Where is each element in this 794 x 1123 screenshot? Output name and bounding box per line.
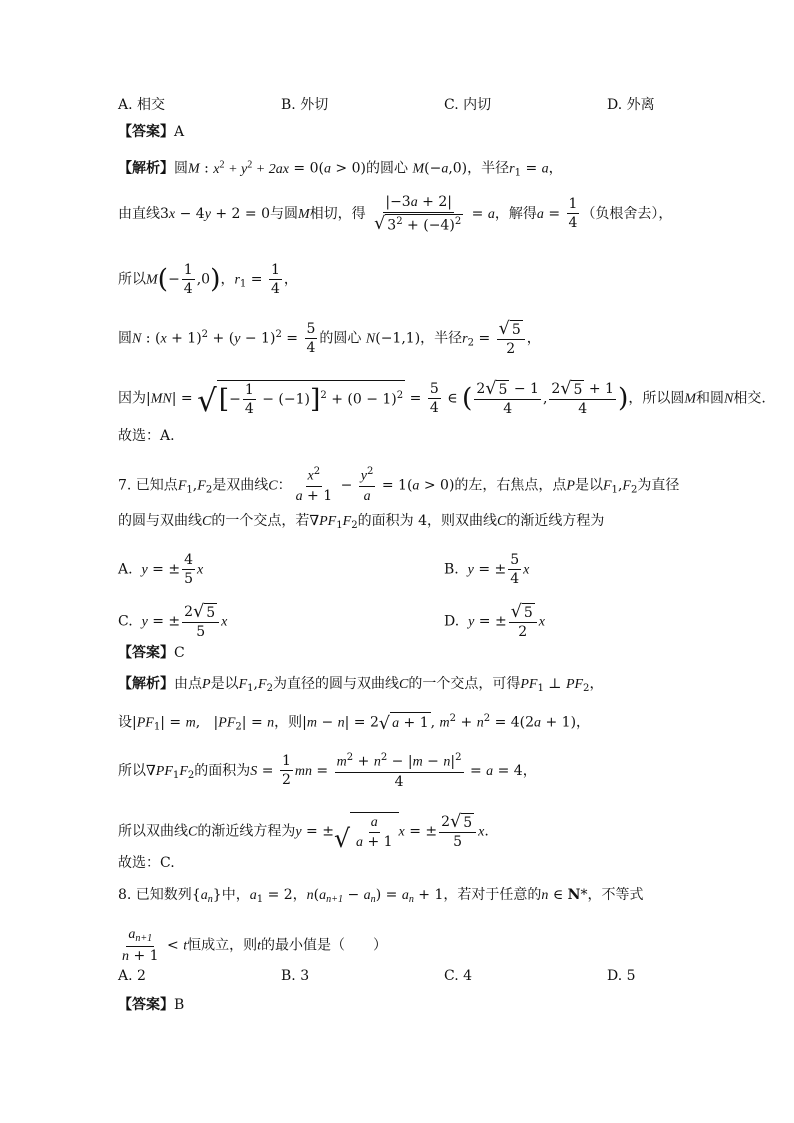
analysis-label: 【解析】 bbox=[118, 160, 174, 177]
text: 是以 bbox=[574, 477, 603, 494]
answer-label: 【答案】 bbox=[118, 997, 174, 1013]
text: （负根舍去）， bbox=[581, 205, 673, 222]
text: 为直径的圆与双曲线 bbox=[272, 676, 399, 692]
q6-analysis-line-4: 圆N : $(x + 1)^2 + (y - 1)^2$ = $\frac{5}{4}$ 的圆心 N(−1,1)，半径$r_2$ = √ 5 2 ， bbox=[118, 318, 541, 358]
q7-analysis-line-3: 所以$\nabla PF_1F_2$的面积为S = $\frac{1}{2}$ mn = $\frac{m^2 + n^2 - |m - n|^2}{4}$ = a = 4， bbox=[118, 752, 537, 790]
text: 恒成立，则 bbox=[187, 937, 258, 954]
text: ， bbox=[522, 762, 537, 779]
text: 是双曲线 bbox=[212, 477, 269, 494]
text: ， bbox=[576, 714, 591, 731]
text: 相交. bbox=[733, 390, 766, 407]
text: . bbox=[484, 823, 489, 840]
q6-option-c: C. 内切 bbox=[444, 97, 492, 113]
q8-stem-line-1: 8. 已知数列$\{a_n\}$中，$a_1 = 2$，$n(a_{n+1} - a_n) = a_n + 1$，若对于任意的n ∈ N*，不等式 bbox=[118, 887, 644, 906]
q8-option-d: D. 5 bbox=[607, 968, 636, 984]
text: ， bbox=[548, 160, 563, 177]
q7-analysis-line-2: 设$|PF_1| = m$, $|PF_2| = n$，则|m − n| = 2 √ a + 1 , $m^2 + n^2 = 4(2a + 1)$， bbox=[118, 713, 591, 734]
q6-option-a: A. 相交 bbox=[118, 97, 166, 113]
text: 8. 已知数列 bbox=[118, 887, 192, 903]
q6-analysis-line-2: 由直线3x − 4y + 2 = 0与圆M相切，得 |−3a + 2| √ $3^2 + (-4)^2$ = a，解得a = $\frac{1}{4}$ （负根舍去）， bbox=[118, 194, 673, 235]
text: 所以 bbox=[118, 762, 146, 779]
q7-stem-line-1: 7. 已知点$F_1,F_2$是双曲线C： $\frac{x^2}{a + 1}$ − $\frac{y^2}{a}$ = 1(a > 0)的左，右焦点，点P是以$F_1,F_2$为直径 bbox=[118, 466, 680, 504]
text: 所以双曲线 bbox=[118, 823, 188, 840]
text: 设 bbox=[118, 714, 132, 731]
q7-stem-line-2: 的圆与双曲线C的一个交点，若$\nabla PF_1F_2$的面积为 4，则双曲线C的渐近线方程为 bbox=[118, 513, 605, 532]
text: 因为 bbox=[118, 390, 146, 407]
option-label: D. bbox=[444, 613, 460, 630]
text: 的面积为 4，则双曲线 bbox=[357, 513, 497, 529]
q6-answer bbox=[118, 123, 184, 141]
text: 相切，得 bbox=[309, 205, 366, 222]
text: 的圆与双曲线 bbox=[118, 513, 202, 529]
text: 圆 bbox=[174, 160, 188, 177]
text: 7. 已知点 bbox=[118, 477, 178, 494]
text: 是以 bbox=[210, 676, 239, 692]
q7-conclusion: 故选：C. bbox=[118, 855, 175, 871]
text: ，半径 bbox=[420, 330, 463, 347]
q8-answer-value: B bbox=[174, 997, 185, 1013]
q7-answer-value: C bbox=[174, 645, 185, 661]
fraction: |−3a + 2| √ $3^2 + (-4)^2$ bbox=[374, 194, 462, 235]
q6-option-d: D. 外离 bbox=[607, 97, 655, 113]
text: 圆 bbox=[118, 330, 132, 347]
analysis-label: 【解析】 bbox=[118, 676, 174, 692]
q7-analysis-line-1: 【解析】由点P是以$F_1,F_2$为直径的圆与双曲线C的一个交点，可得$PF_1$ ⊥ $PF_2$， bbox=[118, 676, 604, 695]
q6-analysis-line-3: 所以M(− $\frac{1}{4}$ ,0)，$r_1$ = $\frac{1}{4}$ ， bbox=[118, 262, 298, 298]
text: 的面积为 bbox=[194, 762, 251, 779]
text: 和圆 bbox=[696, 390, 725, 407]
q7-option-c: C. y = ± 2 √ 5 5 x bbox=[118, 601, 228, 641]
text: ，解得 bbox=[494, 205, 537, 222]
text: ， bbox=[220, 271, 235, 288]
q7-option-b: B. y = ± $\frac{5}{4}$ x bbox=[444, 552, 530, 588]
option-label: C. bbox=[118, 613, 133, 630]
option-label: A. bbox=[118, 561, 133, 578]
q6-analysis-line-5: 因为|MN| = √ [− $\frac{1}{4}$ − $(-1)]^2 + (0 - 1)^2$ = $\frac{5}{4}$ ∈ ( 2 √ 5 − 1 4 , 2 √ 5 + 1 4 )，所以圆M和圆N相交. bbox=[118, 378, 766, 420]
text: ，不等式 bbox=[587, 887, 644, 903]
q8-option-a: A. 2 bbox=[118, 968, 146, 984]
text: ， bbox=[292, 887, 307, 903]
text: 所以 bbox=[118, 271, 146, 288]
text: ，半径 bbox=[467, 160, 510, 177]
text: ， bbox=[589, 676, 604, 692]
q7-answer bbox=[118, 644, 185, 662]
text: 为直径 bbox=[637, 477, 680, 494]
q6-option-b: B. 外切 bbox=[281, 97, 329, 113]
text: ，若对于任意的 bbox=[443, 887, 542, 903]
text: 的渐近线方程为 bbox=[506, 513, 605, 529]
q6-analysis-line-1: 【解析】圆M : $x^2 + y^2 + 2ax = 0(a > 0)$的圆心 M(−a,0)，半径$r_1 = a$， bbox=[118, 159, 563, 179]
text: ，所以圆 bbox=[628, 390, 685, 407]
text: 的一个交点，可得 bbox=[408, 676, 521, 692]
text: ，则 bbox=[274, 714, 303, 731]
answer-label: 【答案】 bbox=[118, 124, 174, 140]
text: 与圆 bbox=[269, 205, 298, 222]
text: 由直线 bbox=[118, 205, 160, 222]
text: 的一个交点，若 bbox=[211, 513, 310, 529]
q8-option-b: B. 3 bbox=[281, 968, 310, 984]
text: ， bbox=[526, 330, 541, 347]
math: M bbox=[188, 161, 200, 177]
q8-stem-line-2: $\frac{a_{n+1}}{n + 1}$ < t恒成立，则t的最小值是（ ） bbox=[122, 927, 387, 964]
q7-option-a: A. y = ± $\frac{4}{5}$ x bbox=[118, 552, 204, 588]
answer-label: 【答案】 bbox=[118, 645, 174, 661]
text: 的渐近线方程为 bbox=[197, 823, 296, 840]
q6-answer-value: A bbox=[174, 124, 185, 140]
text: 中， bbox=[221, 887, 250, 903]
text: ， bbox=[283, 271, 298, 288]
text: 的左，右焦点，点 bbox=[454, 477, 567, 494]
q8-option-c: C. 4 bbox=[444, 968, 473, 984]
q6-conclusion: 故选：A. bbox=[118, 428, 175, 444]
q7-analysis-line-4: 所以双曲线C的渐近线方程为y = ± √ $\frac{a}{a + 1}$ x = ± 2 √ 5 5 x. bbox=[118, 811, 489, 853]
q8-answer bbox=[118, 996, 184, 1014]
text: 的最小值是（ ） bbox=[260, 937, 387, 954]
q7-option-d: D. y = ± √ 5 2 x bbox=[444, 601, 545, 641]
text: 由点 bbox=[174, 676, 202, 692]
math: $x^2 + y^2 + 2ax$ bbox=[213, 159, 289, 177]
option-label: B. bbox=[444, 561, 459, 578]
text: 的圆心 bbox=[365, 160, 408, 177]
text: 的圆心 bbox=[319, 330, 362, 347]
